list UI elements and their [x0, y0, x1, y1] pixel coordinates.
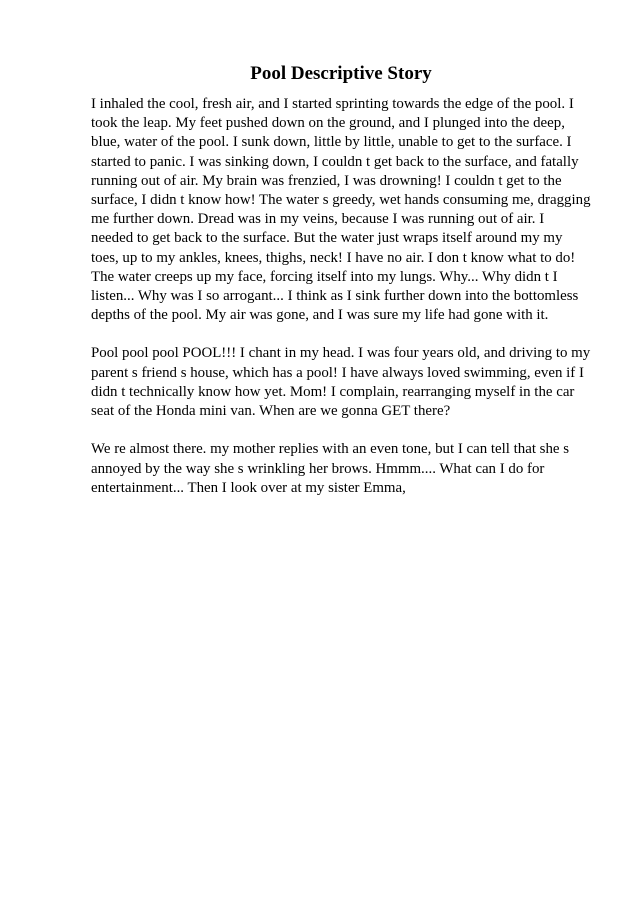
- text-line: listen... Why was I so arrogant... I think as I sink further down into the bottomless: [91, 287, 579, 304]
- text-line: toes, up to my ankles, knees, thighs, neck! I have no air. I don t know what to do!: [91, 249, 576, 266]
- text-line: We re almost there. my mother replies with an even tone, but I can tell that she s: [91, 441, 570, 458]
- paragraph-spacer: [91, 325, 591, 344]
- text-line: parent s friend s house, which has a pool! I have always loved swimming, even if I: [91, 364, 584, 381]
- document-body: [91, 95, 591, 498]
- text-line: entertainment... Then I look over at my sister Emma,: [91, 479, 406, 496]
- text-line: needed to get back to the surface. But the water just wraps itself around my my: [91, 230, 563, 247]
- text-line: I inhaled the cool, fresh air, and I started sprinting towards the edge of the pool. I: [91, 96, 574, 112]
- text-line: took the leap. My feet pushed down on the ground, and I plunged into the deep,: [91, 115, 565, 132]
- paragraph-1: [91, 95, 591, 325]
- document-title: Pool Descriptive Story: [250, 63, 432, 84]
- text-line: annoyed by the way she s wrinkling her brows. Hmmm.... What can I do for: [91, 460, 545, 477]
- text-line: Pool pool pool POOL!!! I chant in my head. I was four years old, and driving to my: [91, 345, 591, 362]
- text-line: surface, I didn t know how! The water s greedy, wet hands consuming me, dragging: [91, 191, 591, 208]
- text-line: blue, water of the pool. I sunk down, little by little, unable to get to the surface. I: [91, 134, 572, 151]
- paragraph-2: [91, 344, 591, 421]
- text-line: running out of air. My brain was frenzied, I was drowning! I couldn t get to the: [91, 172, 562, 189]
- text-line: didn t technically know how yet. Mom! I complain, rearranging myself in the car: [91, 383, 575, 400]
- text-line: seat of the Honda mini van. When are we gonna GET there?: [91, 403, 451, 419]
- paragraph-3: [91, 440, 591, 498]
- text-line: The water creeps up my face, forcing itself into my lungs. Why... Why didn t I: [91, 268, 558, 285]
- text-line: started to panic. I was sinking down, I couldn t get back to the surface, and fatally: [91, 153, 579, 170]
- paragraph-spacer: [91, 421, 591, 440]
- text-line: me further down. Dread was in my veins, because I was running out of air. I: [91, 211, 545, 228]
- text-line: depths of the pool. My air was gone, and I was sure my life had gone with it.: [91, 307, 549, 324]
